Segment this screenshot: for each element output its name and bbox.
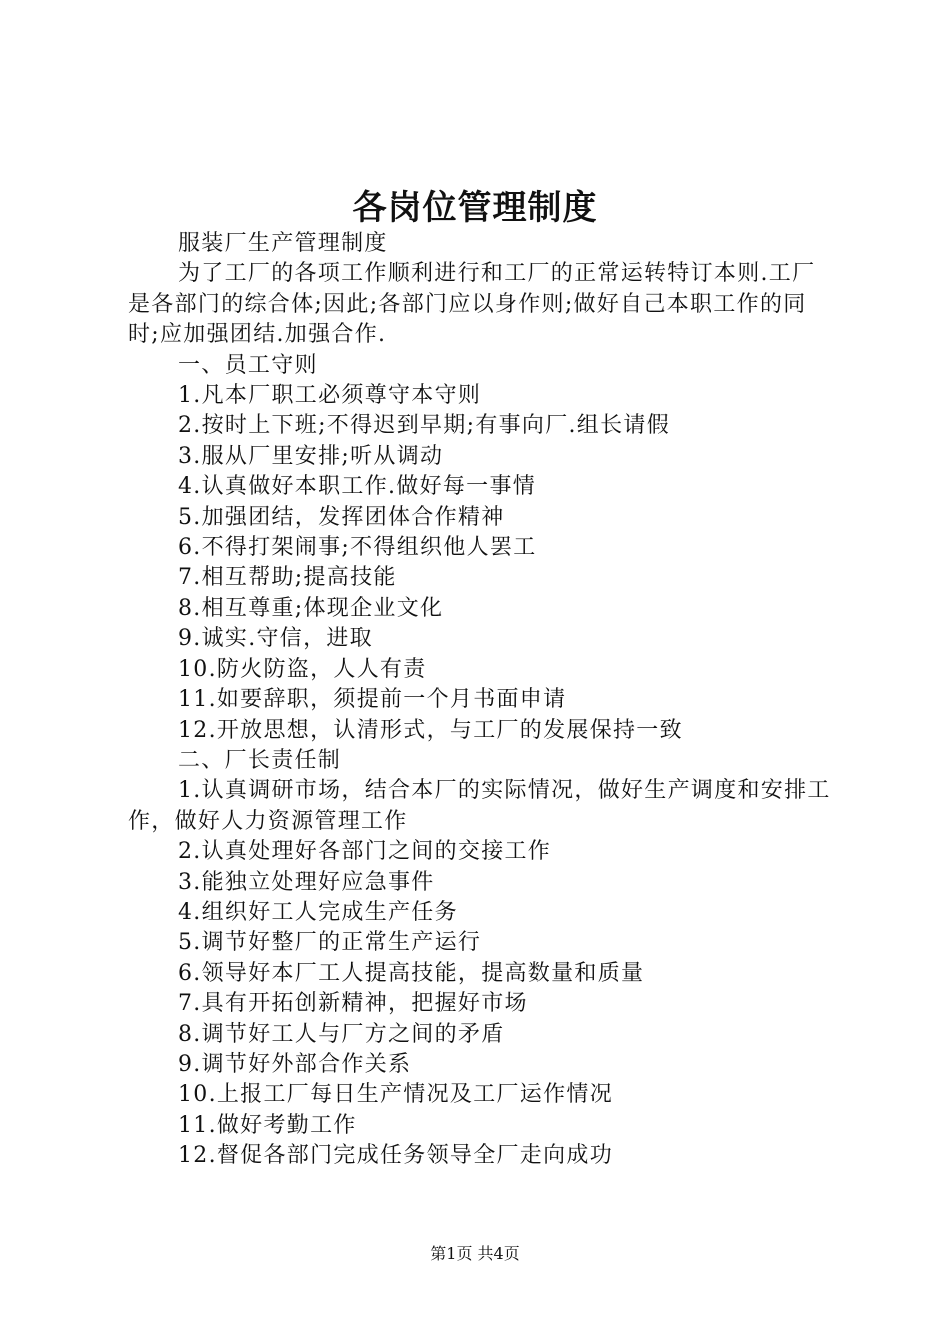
list-item: 5.加强团结，发挥团体合作精神 [178, 504, 505, 530]
list-item: 7.具有开拓创新精神，把握好市场 [178, 991, 528, 1017]
list-item: 2.按时上下班;不得迟到早期;有事向厂.组长请假 [178, 413, 671, 439]
list-item: 12.督促各部门完成任务领导全厂走向成功 [178, 1143, 613, 1169]
list-item: 8.相互尊重;体现企业文化 [178, 595, 444, 621]
list-item: 2.认真处理好各部门之间的交接工作 [178, 839, 552, 865]
section-heading: 一、员工守则 [178, 352, 318, 378]
list-item: 1.认真调研市场，结合本厂的实际情况，做好生产调度和安排工作，做好人力资源管理工作 [128, 778, 831, 834]
section-heading: 二、厂长责任制 [178, 747, 342, 773]
list-item: 10.防火防盗，人人有责 [178, 656, 427, 682]
list-item: 4.认真做好本职工作.做好每一事情 [178, 474, 537, 500]
list-item: 11.做好考勤工作 [178, 1112, 357, 1138]
list-item: 11.如要辞职，须提前一个月书面申请 [178, 687, 567, 713]
list-item: 9.诚实.守信，进取 [178, 626, 373, 652]
list-item: 9.调节好外部合作关系 [178, 1051, 412, 1077]
list-item: 3.服从厂里安排;听从调动 [178, 443, 444, 469]
list-item: 6.不得打架闹事;不得组织他人罢工 [178, 535, 537, 561]
list-item: 3.能独立处理好应急事件 [178, 869, 435, 895]
list-item: 5.调节好整厂的正常生产运行 [178, 930, 482, 956]
list-item: 4.组织好工人完成生产任务 [178, 899, 458, 925]
list-item: 10.上报工厂每日生产情况及工厂运作情况 [178, 1082, 613, 1108]
list-item: 6.领导好本厂工人提高技能，提高数量和质量 [178, 960, 645, 986]
list-item: 1.凡本厂职工必须尊守本守则 [178, 383, 482, 409]
document-body [128, 229, 838, 1172]
page-number: 第1页 共4页 [430, 1244, 520, 1263]
list-item: 12.开放思想，认清形式，与工厂的发展保持一致 [178, 717, 683, 743]
intro-paragraph: 为了工厂的各项工作顺利进行和工厂的正常运转特订本则.工厂是各部门的综合体;因此;各部门应以身作则;做好自己本职工作的同时;应加强团结.加强合作. [128, 261, 816, 348]
document-title: 各岗位管理制度 [352, 188, 598, 228]
list-item: 8.调节好工人与厂方之间的矛盾 [178, 1021, 505, 1047]
section-subtitle: 服装厂生产管理制度 [178, 231, 388, 256]
list-item: 7.相互帮助;提高技能 [178, 565, 397, 591]
